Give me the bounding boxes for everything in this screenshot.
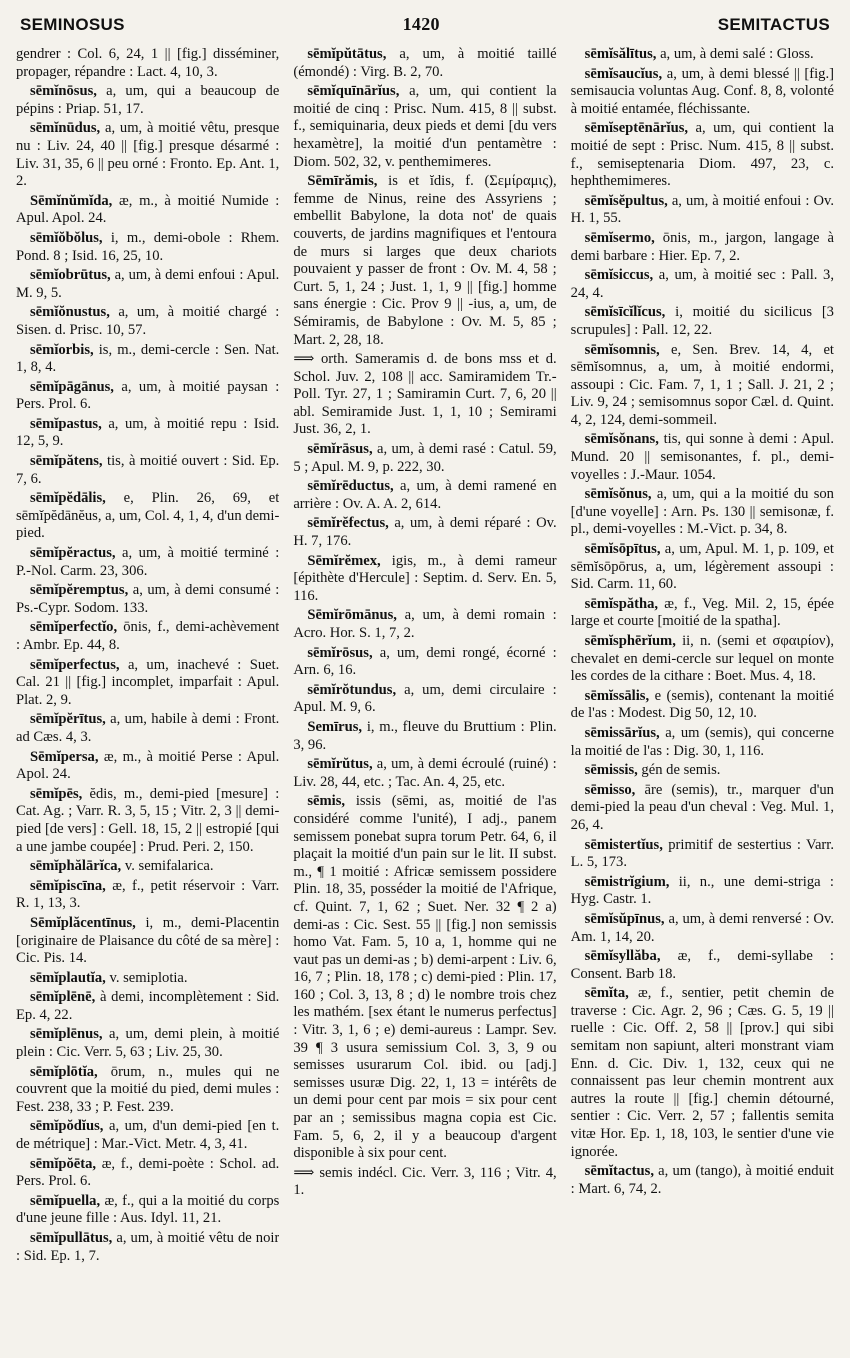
- dictionary-entry: [16, 490, 279, 543]
- column-2: [293, 46, 556, 1346]
- dictionary-entry: [16, 83, 279, 118]
- entry-definition: a, um, qui a beaucoup de pépins : Priap. 51, 17.: [16, 83, 280, 117]
- dictionary-entry: [16, 1156, 279, 1191]
- dictionary-entry: [293, 173, 556, 349]
- entry-headword: sēmĭŏnustus,: [30, 304, 110, 321]
- entry-definition: i, m., fleuve du Bruttium : Plin. 3, 96.: [293, 718, 557, 753]
- entry-headword: sēmĭssālis,: [584, 687, 650, 704]
- dictionary-entry: [16, 379, 279, 414]
- entry-headword: sēmĭspătha,: [584, 595, 659, 612]
- dictionary-entry: [16, 858, 279, 876]
- dictionary-entry: [571, 541, 834, 594]
- entry-definition: a, um, à moitié enfoui : Ov. H. 1, 55.: [570, 192, 834, 227]
- entry-headword: sēmĭnōsus,: [30, 83, 97, 100]
- entry-definition: tis, à moitié ouvert : Sid. Ep. 7, 6.: [16, 453, 280, 487]
- entry-headword: sēmistertĭus,: [584, 836, 663, 853]
- entry-definition: e, Sen. Brev. 14, 4, et sēmĭsomnus, a, um, à moitié endormi, assoupi : Cic. Fam. 7, 1, 1 ; Sall. J. 21, 2 ; Liv. 9, 24 ; semisomnus sopor Cæl. d. Quint. 4, 2, 124, demi-sommeil.: [570, 341, 834, 428]
- entry-headword: sēmĭplōtĭa,: [30, 1063, 98, 1080]
- entry-definition: a, um, d'un demi-pied [en t. de métrique] : Mar.-Vict. Metr. 4, 3, 41.: [16, 1118, 280, 1153]
- dictionary-entry: [571, 874, 834, 909]
- entry-definition: a, um, à demi salé : Gloss.: [660, 46, 814, 62]
- entry-headword: sēmĭpŏēta,: [30, 1155, 97, 1172]
- columns: [16, 46, 834, 1346]
- dictionary-entry: [16, 786, 279, 856]
- entry-headword: sēmissārĭus,: [584, 724, 660, 741]
- entry-headword: sēmĭrēductus,: [307, 478, 394, 495]
- dictionary-entry: [571, 1163, 834, 1198]
- entry-headword: sēmis,: [307, 793, 346, 810]
- dictionary-entry: [571, 230, 834, 265]
- entry-headword: sēmĭsŏnus,: [584, 486, 652, 503]
- entry-definition: ōrum, n., mules qui ne couvrent que la moitié du pied, demi mules : Fest. 238, 33 ; P. Fest. 239.: [16, 1063, 280, 1115]
- entry-definition: ⟹ orth. Sameramis d. de bons mss et d. Schol. Juv. 2, 108 || acc. Samiramidem Tr.-Poll. Tyr. 27, 1 ; Samiramin Curt. 7, 6, 20 || abl. Semiramide Just. 1, 1, 10 ; Semirami Just. 36, 2, 1.: [293, 351, 557, 438]
- entry-definition: issis (sēmi, as, moitié de l'as considéré comme l'unité), I adj., panem semissem ponebat supra torum Petr. 64, 6, il plaçait la moitié d'un pain sur le lit. II subst. m., ¶ 1 moitié : Africæ semissem possidere Plin. 18, 35, posséder la moitié de l'Afrique, cf. Quint. 7, 1, 62 ; Suet. Ner. 32 ¶ 2 a) demi-as : Cic. Sest. 55 || [fig.] non semissis homo Vat. Fam. 5, 10 a, 1, homme qui ne vaut pas un demi-as ; b) demi-arpent : Liv. 6, 16, 7 ; Plin. 18, 178 ; c) demi-pied : Plin. 17, 160 ; Col. 3, 13, 8 ; d) le nombre trois chez les mathém. [sex étant le numerus perfectus] : Vitr. 3, 1, 6 ; e) demi-aureus : Lampr. Sev. 39 ¶ 3 usura semissium Col. 3, 3, 9 ou semisses usurarum Col. ibid. ou [adj.] semisses usuræ Dig. 22, 1, 13 = intérêts de un demi pour cent par mois = six pour cent par an ; semissibus magna copia est Cic. Fam. 5, 6, 2, il y a beaucoup d'argent disponible à six pour cent.: [293, 793, 557, 1162]
- dictionary-entry: [293, 515, 556, 550]
- dictionary-entry: [16, 878, 279, 913]
- entry-definition: v. semifalarica.: [124, 858, 214, 875]
- entry-headword: sēmĭrŏtundus,: [307, 681, 397, 698]
- dictionary-entry: [293, 719, 556, 754]
- entry-headword: sēmĭseptēnārĭus,: [584, 120, 689, 137]
- entry-headword: sēmĭsīcĭlĭcus,: [584, 304, 666, 321]
- entry-headword: sēmistrĭgium,: [584, 873, 670, 890]
- entry-definition: a, um, à demi blessé || [fig.] semisaucia voluntas Aug. Conf. 8, 8, volonté à moitié entamée, fléchissante.: [570, 65, 834, 117]
- entry-headword: sēmĭpullātus,: [30, 1230, 113, 1246]
- entry-headword: sēmĭrāsus,: [307, 441, 373, 458]
- entry-headword: Sēmīrămis,: [307, 173, 378, 190]
- entry-definition: a, um, à moitié chargé : Sisen. d. Prisc. 10, 57.: [16, 304, 280, 338]
- entry-headword: sēmĭpĕrītus,: [30, 711, 106, 728]
- entry-headword: sēmĭphălārĭca,: [30, 858, 122, 875]
- entry-definition: a, um, demi plein, à moitié plein : Cic. Verr. 5, 63 ; Liv. 25, 30.: [16, 1026, 280, 1061]
- entry-headword: sēmĭnūdus,: [30, 120, 101, 137]
- entry-definition: ⟹ semis indécl. Cic. Verr. 3, 116 ; Vitr. 4, 1.: [293, 1164, 557, 1199]
- entry-headword: Sēmĭpersa,: [30, 748, 99, 765]
- entry-headword: sēmĭpŏdĭus,: [30, 1118, 104, 1135]
- entry-headword: sēmĭrŭtus,: [307, 756, 373, 773]
- dictionary-entry: [16, 416, 279, 451]
- entry-headword: sēmĭsŏnans,: [584, 431, 659, 448]
- entry-headword: sēmĭpŭtātus,: [307, 46, 387, 62]
- dictionary-entry: [571, 837, 834, 872]
- entry-definition: ōnis, f., demi-achèvement : Ambr. Ep. 44, 8.: [16, 619, 280, 653]
- entry-definition: a, um, à moitié vêtu, presque nu : Liv. 24, 40 || [fig.] presque désarmé : Liv. 31, 35, 6 || peu orné : Fronto. Ep. Ant. 1, 2.: [16, 120, 280, 190]
- entry-headword: sēmĭpastus,: [30, 415, 102, 432]
- page-number: 1420: [402, 14, 440, 34]
- dictionary-entry: [293, 83, 556, 171]
- dictionary-entry: [293, 682, 556, 717]
- entry-headword: sēmĭsōpītus,: [584, 541, 661, 558]
- entry-definition: à demi, incomplètement : Sid. Ep. 4, 22.: [16, 989, 280, 1023]
- dictionary-entry: [571, 120, 834, 190]
- entry-definition: a, um, habile à demi : Front. ad Cæs. 4, 3.: [16, 711, 280, 745]
- entry-headword: sēmĭobrūtus,: [30, 267, 111, 284]
- dictionary-entry: [16, 1193, 279, 1228]
- dictionary-entry: [293, 1165, 556, 1200]
- entry-definition: a, um, à demi renversé : Ov. Am. 1, 14, 20.: [570, 910, 834, 945]
- dictionary-entry: [293, 607, 556, 642]
- entry-headword: sēmĭpĕractus,: [30, 545, 116, 562]
- dictionary-entry: [293, 478, 556, 513]
- dictionary-entry: [293, 441, 556, 476]
- dictionary-entry: [571, 782, 834, 835]
- entry-definition: āre (semis), tr., marquer d'un demi-pied la peau d'un cheval : Veg. Mul. 1, 26, 4.: [570, 781, 834, 833]
- entry-definition: a, um, à demi enfoui : Apul. M. 9, 5.: [16, 267, 280, 301]
- entry-definition: a, um, qui contient la moitié de cinq : Prisc. Num. 415, 8 || subst. f., semiquinaria, deux pieds et demi [du vers hexamètre], la moitié d'un pentamètre : Diom. 502, 32, v. penthemimeres.: [293, 83, 557, 170]
- entry-definition: a, um, demi circulaire : Apul. M. 9, 6.: [293, 681, 557, 716]
- entry-definition: æ, f., Veg. Mil. 2, 15, épée large et courte [moitié de la spatha].: [570, 595, 834, 630]
- entry-headword: sēmĭrōsus,: [307, 644, 373, 661]
- entry-definition: æ, f., demi-poète : Schol. ad. Pers. Prol. 6.: [16, 1155, 280, 1190]
- dictionary-entry: [571, 596, 834, 631]
- entry-headword: sēmĭpĕdālis,: [30, 490, 106, 507]
- entry-definition: æ, m., à moitié Numide : Apul. Apol. 24.: [16, 192, 280, 227]
- entry-headword: sēmĭplēnē,: [30, 989, 96, 1006]
- dictionary-entry: [571, 725, 834, 760]
- entry-headword: sēmĭsermo,: [584, 229, 655, 246]
- dictionary-entry: [16, 304, 279, 339]
- entry-definition: a, um, à demi rasé : Catul. 59, 5 ; Apul. M. 9, p. 222, 30.: [293, 441, 557, 475]
- dictionary-entry: [16, 970, 279, 988]
- entry-definition: a, um, à demi ramené en arrière : Ov. A. A. 2, 614.: [293, 478, 557, 512]
- dictionary-entry: [293, 756, 556, 791]
- dictionary-entry: [16, 120, 279, 190]
- dictionary-entry: [571, 267, 834, 302]
- dictionary-entry: [571, 193, 834, 228]
- header-right-guideword: SEMITACTUS: [717, 15, 830, 34]
- entry-headword: Sēmĭrōmānus,: [307, 607, 397, 624]
- column-3: [571, 46, 834, 1346]
- entry-definition: igis, m., à demi rameur [épithète d'Hercule] : Septim. d. Serv. En. 5, 116.: [293, 552, 557, 604]
- entry-headword: sēmĭrĕfectus,: [307, 515, 389, 532]
- entry-definition: e, Plin. 26, 69, et sēmĭpĕdānĕus, a, um, Col. 4, 1, 4, d'un demi-pied.: [16, 490, 280, 542]
- entry-definition: a, um (semis), qui concerne la moitié de l'as : Dig. 30, 1, 116.: [570, 724, 834, 759]
- entry-definition: æ, f., qui a la moitié du corps d'une jeune fille : Aus. Idyl. 11, 21.: [16, 1192, 280, 1227]
- dictionary-entry: [16, 1118, 279, 1153]
- page-header: [16, 14, 834, 40]
- entry-definition: ĕdis, m., demi-pied [mesure] : Cat. Ag. ; Varr. R. 3, 5, 15 ; Vitr. 2, 3 || demi-pied [de vers] : Gell. 18, 15, 2 || estropié [qui a une jambe coupée] : Prud. Peri. 2, 150.: [16, 785, 280, 855]
- column-1: [16, 46, 279, 1346]
- dictionary-entry: [16, 657, 279, 710]
- dictionary-entry: [16, 749, 279, 784]
- entry-headword: sēmĭpătens,: [30, 453, 103, 470]
- header-left-guideword: SEMINOSUS: [20, 15, 125, 34]
- entry-definition: a, um (tango), à moitié enduit : Mart. 6, 74, 2.: [570, 1163, 834, 1197]
- entry-headword: sēmisso,: [584, 781, 636, 798]
- entry-headword: sēmĭsŭpīnus,: [584, 910, 665, 927]
- entry-headword: sēmĭplautĭa,: [30, 969, 106, 986]
- entry-definition: primitif de sestertius : Varr. L. 5, 173.: [570, 836, 834, 871]
- dictionary-entry: [293, 793, 556, 1162]
- entry-headword: sēmĭpāgānus,: [30, 378, 114, 395]
- entry-definition: a, um, à moitié paysan : Pers. Prol. 6.: [16, 378, 280, 413]
- entry-headword: sēmĭsphērĭum,: [584, 633, 676, 649]
- dictionary-entry: [571, 342, 834, 430]
- dictionary-entry: [571, 985, 834, 1161]
- entry-definition: a, um, à moitié vêtu de noir : Sid. Ep. 1, 7.: [16, 1230, 280, 1264]
- dictionary-entry: [571, 688, 834, 723]
- dictionary-entry: [571, 66, 834, 119]
- entry-definition: æ, f., petit réservoir : Varr. R. 1, 13, 3.: [16, 877, 280, 912]
- entry-definition: tis, qui sonne à demi : Apul. Mund. 20 || semisonantes, f. pl., demi-voyelles : J.-Maur. 1054.: [570, 431, 834, 483]
- entry-headword: sēmĭsiccus,: [584, 267, 654, 284]
- dictionary-entry: [16, 267, 279, 302]
- entry-headword: sēmĭpēs,: [30, 785, 83, 802]
- dictionary-entry: [571, 486, 834, 539]
- entry-definition: a, um, à demi consumé : Ps.-Cypr. Sodom. 133.: [16, 582, 280, 616]
- entry-definition: æ, f., sentier, petit chemin de traverse : Cic. Agr. 2, 96 ; Cæs. G. 5, 19 || ruelle : Cic. Off. 2, 58 || [prov.] qui sibi semitam non sapiunt, alteri monstrant viam Enn. d. Cic. Div. 1, 132, ceux qui ne connaissent pas leur chemin montrent aux autres la route || [fig.] chemin détourné, sentier : Cic. Verr. 2, 57 ; fallentis semita vitæ Hor. Ep. 1, 18, 103, le sentier d'une vie ignorée.: [570, 985, 834, 1160]
- dictionary-entry: [16, 46, 279, 81]
- entry-headword: Sēmĭrĕmex,: [307, 552, 381, 569]
- entry-headword: Semīrus,: [307, 718, 363, 735]
- entry-definition: i, moitié du sicilicus [3 scrupules] : Pall. 12, 22.: [570, 304, 834, 338]
- entry-definition: a, um, qui a la moitié du son [d'une voyelle] : Arn. Ps. 130 || semisonæ, f. pl., demi-voyelles : M.-Vict. p. 34, 8.: [570, 486, 834, 538]
- entry-headword: sēmĭpuella,: [30, 1192, 101, 1209]
- dictionary-entry: [571, 431, 834, 484]
- dictionary-entry: [571, 46, 834, 64]
- entry-headword: Sēmĭplăcentīnus,: [30, 914, 136, 931]
- entry-headword: sēmĭsomnis,: [584, 341, 660, 358]
- entry-definition: gendrer : Col. 6, 24, 1 || [fig.] disséminer, propager, répandre : Lact. 4, 10, 3.: [16, 46, 280, 80]
- dictionary-entry: [16, 342, 279, 377]
- entry-definition: a, um, à moitié terminé : P.-Nol. Carm. 23, 306.: [16, 545, 280, 579]
- entry-headword: sēmĭsyllăba,: [584, 948, 661, 965]
- dictionary-entry: [293, 553, 556, 606]
- dictionary-entry: [16, 545, 279, 580]
- dictionary-entry: [16, 1230, 279, 1265]
- dictionary-entry: [16, 1026, 279, 1061]
- entry-definition: a, um, inachevé : Suet. Cal. 21 || [fig.] incomplet, imparfait : Apul. Plat. 2, 9.: [16, 656, 280, 708]
- dictionary-entry: [293, 645, 556, 680]
- dictionary-entry: [16, 193, 279, 228]
- entry-definition: a, um, demi rongé, écorné : Arn. 6, 16.: [293, 644, 557, 679]
- entry-definition: a, um, qui contient la moitié de sept : Prisc. Num. 415, 8 || subst. f., semiseptenaria Diom. 497, 23, c. hephthemimeres.: [570, 120, 834, 190]
- entry-headword: sēmĭtactus,: [584, 1163, 654, 1180]
- entry-headword: sēmĭquīnārĭus,: [307, 83, 400, 100]
- entry-definition: is et ĭdis, f. (Σεμίραμις), femme de Ninus, reine des Assyriens ; embellit Babylone, la dota not' de quais couverts, de jardins magnifiques et l'entoura de murs si larges que deux chariots pouvaient y passer de front : Ov. M. 4, 58 ; Curt. 5, 1, 24 ; Just. 1, 1, 9 || [fig.] homme sans énergie : Cic. Prov 9 || -ius, a, um, de Sémiramis, de Babylone : Ov. M. 5, 85 ; Mart. 2, 28, 18.: [293, 173, 557, 348]
- entry-headword: sēmĭplēnus,: [30, 1026, 103, 1043]
- dictionary-entry: [16, 989, 279, 1024]
- dictionary-entry: [571, 304, 834, 339]
- entry-definition: gén de semis.: [641, 762, 721, 779]
- entry-definition: i, m., demi-Placentin [originaire de Plaisance du côté de sa mère] : Cic. Pis. 14.: [16, 914, 280, 967]
- dictionary-entry: [16, 582, 279, 617]
- entry-headword: sēmĭpĕremptus,: [30, 582, 129, 599]
- entry-headword: sēmĭperfectus,: [30, 656, 120, 673]
- dictionary-entry: [16, 619, 279, 654]
- entry-definition: a, um, à demi romain : Acro. Hor. S. 1, 7, 2.: [293, 607, 557, 641]
- entry-definition: ii, n., une demi-striga : Hyg. Castr. 1.: [570, 873, 834, 908]
- dictionary-entry: [293, 46, 556, 81]
- entry-definition: i, m., demi-obole : Rhem. Pond. 8 ; Isid. 16, 25, 10.: [16, 229, 280, 264]
- entry-definition: a, um, à moitié sec : Pall. 3, 24, 4.: [570, 267, 834, 301]
- entry-definition: v. semiplotia.: [109, 969, 188, 986]
- entry-headword: sēmĭsĕpultus,: [584, 192, 668, 209]
- entry-definition: æ, f., demi-syllabe : Consent. Barb 18.: [570, 948, 834, 982]
- entry-definition: a, um, Apul. M. 1, p. 109, et sēmĭsōpōrus, a, um, légèrement assoupi : Sid. Carm. 11, 60.: [570, 541, 834, 593]
- entry-definition: a, um, à demi réparé : Ov. H. 7, 176.: [293, 515, 557, 550]
- entry-headword: Sēmĭnŭmĭda,: [30, 192, 113, 209]
- dictionary-entry: [571, 633, 834, 686]
- dictionary-entry: [16, 1064, 279, 1117]
- dictionary-entry: [571, 762, 834, 780]
- entry-definition: a, um, à moitié repu : Isid. 12, 5, 9.: [16, 415, 280, 450]
- entry-headword: sēmĭpiscīna,: [30, 877, 106, 894]
- dictionary-entry: [293, 351, 556, 439]
- entry-definition: ōnis, m., jargon, langage à demi barbare : Hier. Ep. 7, 2.: [570, 229, 834, 264]
- entry-definition: is, m., demi-cercle : Sen. Nat. 1, 8, 4.: [16, 341, 280, 376]
- entry-headword: sēmĭorbis,: [30, 341, 94, 358]
- dictionary-entry: [16, 711, 279, 746]
- entry-definition: a, um, à demi écroulé (ruiné) : Liv. 28, 44, etc. ; Tac. An. 4, 25, etc.: [293, 756, 557, 790]
- entry-headword: sēmĭsaucĭus,: [584, 65, 663, 82]
- entry-definition: ii, n. (semi et σφαιρίον), chevalet en demi-cercle sur lequel on monte les cordes de la cithare : Boet. Mus. 4, 18.: [570, 633, 834, 685]
- dictionary-entry: [16, 915, 279, 968]
- dictionary-entry: [16, 453, 279, 488]
- entry-headword: sēmĭŏbŏlus,: [30, 229, 103, 246]
- entry-headword: sēmĭta,: [584, 985, 629, 1002]
- dictionary-entry: [16, 230, 279, 265]
- entry-definition: a, um, à moitié taillé (émondé) : Virg. B. 2, 70.: [293, 46, 557, 80]
- entry-definition: e (semis), contenant la moitié de l'as : Modest. Dig 50, 12, 10.: [570, 687, 834, 722]
- entry-headword: sēmĭperfectĭo,: [30, 619, 118, 636]
- entry-definition: æ, m., à moitié Perse : Apul. Apol. 24.: [16, 748, 280, 783]
- dictionary-entry: [571, 911, 834, 946]
- dictionary-entry: [571, 948, 834, 983]
- entry-headword: sēmĭsălītus,: [584, 46, 657, 62]
- entry-headword: sēmissis,: [584, 762, 638, 779]
